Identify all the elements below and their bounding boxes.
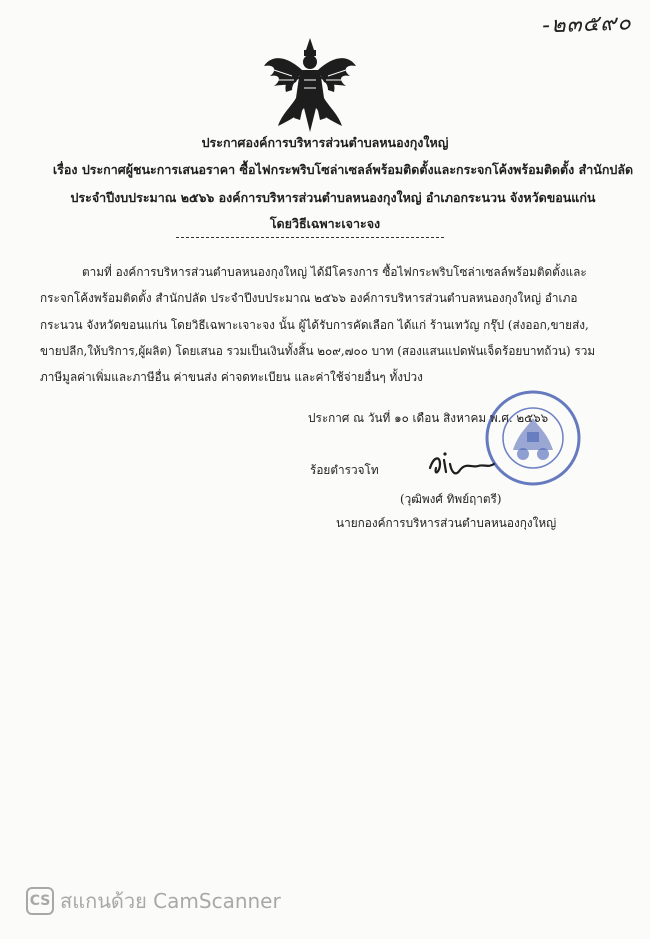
announcement-date: ประกาศ ณ วันที่ ๑๐ เดือน สิงหาคม พ.ศ. ๒๕๖๖ [308, 411, 549, 425]
handwritten-signature [426, 446, 496, 486]
camscanner-watermark [26, 885, 281, 917]
body-paragraph-line: ภาษีมูลค่าเพิ่มและภาษีอื่น ค่าขนส่ง ค่าจดทะเบียน และค่าใช้จ่ายอื่นๆ ทั้งปวง [40, 370, 423, 384]
announcement-fiscal-year: ประจำปีงบประมาณ ๒๕๖๖ องค์การบริหารส่วนตำบลหนองกุงใหญ่ อำเภอกระนวน จังหวัดขอนแก่น [70, 190, 596, 205]
signer-title: นายกองค์การบริหารส่วนตำบลหนองกุงใหญ่ [336, 516, 557, 530]
body-paragraph-line: กระนวน จังหวัดขอนแก่น โดยวิธีเฉพาะเจาะจง นั้น ผู้ได้รับการคัดเลือก ได้แก่ ร้านเทวัญ กรุ๊ป (ส่งออก,ขายส่ง, [40, 318, 589, 332]
dashed-divider [176, 237, 444, 238]
official-seal [483, 388, 583, 488]
signer-name: (วุฒิพงศ์ ทิพย์ฤาตรี) [400, 492, 502, 506]
announcement-method: โดยวิธีเฉพาะเจาะจง [269, 216, 381, 231]
body-paragraph-line: ขายปลีก,ให้บริการ,ผู้ผลิต) โดยเสนอ รวมเป็นเงินทั้งสิ้น ๒๐๙,๗๐๐ บาท (สองแสนแปดพันเจ็ดร้อยบาทถ้วน) รวม [40, 344, 596, 358]
announcement-title: ประกาศองค์การบริหารส่วนตำบลหนองกุงใหญ่ [201, 135, 449, 150]
announcement-subject: เรื่อง ประกาศผู้ชนะการเสนอราคา ซื้อไฟกระพริบโซล่าเซลล์พร้อมติดตั้งและกระจกโค้งพร้อมติดตั้ง สำนักปลัด [52, 162, 634, 177]
handwritten-number: -๒๓๕๙๐ [541, 10, 633, 39]
watermark-text: สแกนด้วย CamScanner [60, 889, 281, 913]
body-paragraph-line: ตามที่ องค์การบริหารส่วนตำบลหนองกุงใหญ่ ได้มีโครงการ ซื้อไฟกระพริบโซล่าเซลล์พร้อมติดตั้งและ [82, 265, 587, 279]
camscanner-logo-icon: CS [26, 887, 54, 915]
body-paragraph-line: กระจกโค้งพร้อมติดตั้ง สำนักปลัด ประจำปีงบประมาณ ๒๕๖๖ องค์การบริหารส่วนตำบลหนองกุงใหญ่ อำเภอ [40, 291, 578, 305]
signer-rank: ร้อยตำรวจโท [310, 463, 379, 477]
garuda-emblem [262, 36, 358, 136]
